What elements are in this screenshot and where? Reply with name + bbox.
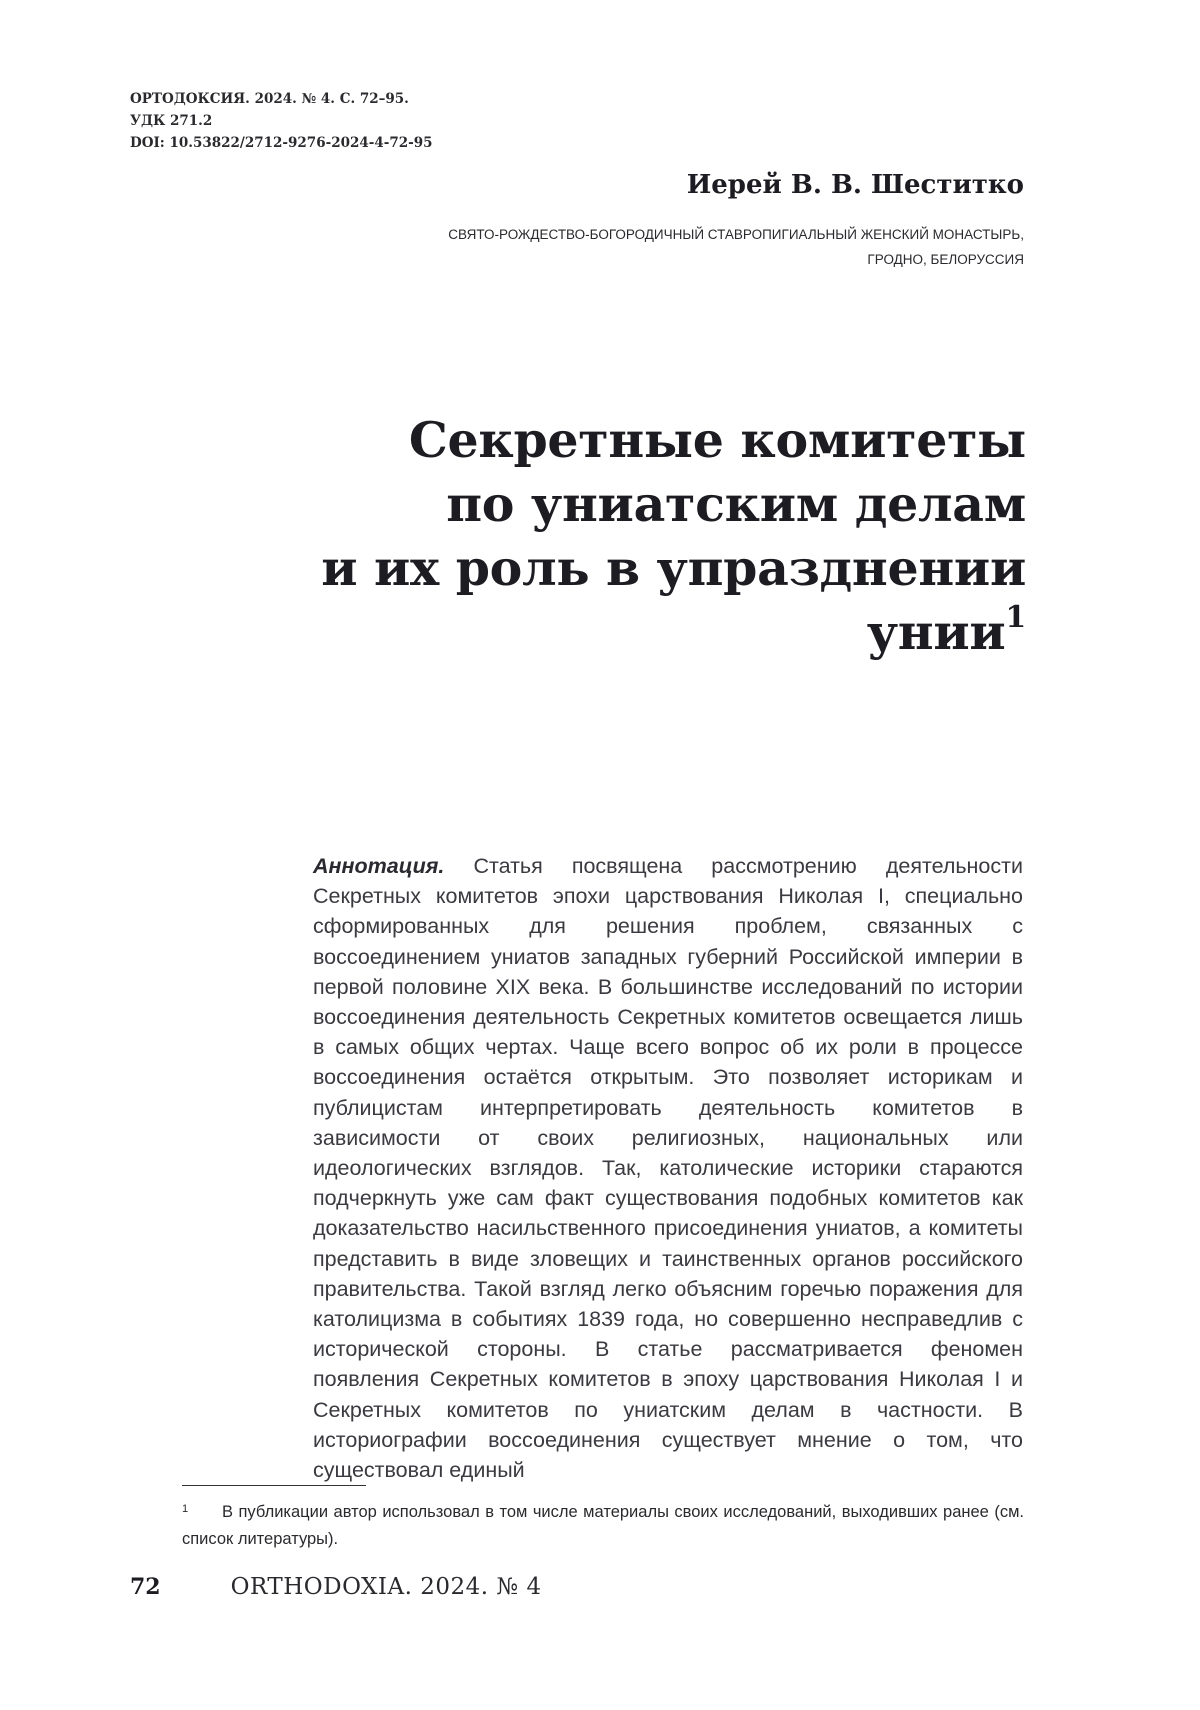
footnote [182,1496,1024,1553]
title-line: унии [866,603,1006,661]
article-metadata [130,88,433,154]
title-line: и их роль в упразднении [321,539,1026,597]
journal-name: ORTHODOXIA. 2024. № 4 [230,1574,542,1600]
title-line: Секретные комитеты [408,411,1026,469]
page-footer [130,1574,542,1600]
affiliation-line: ГРОДНО, БЕЛОРУССИЯ [867,252,1024,267]
title-line: по униатским делам [446,475,1026,533]
udc-code: УДК 271.2 [130,113,213,129]
abstract [313,851,1023,1485]
citation: ОРТОДОКСИЯ. 2024. № 4. С. 72–95. [130,91,409,107]
footnote-text: В публикации автор использовал в том числе материалы своих исследований, выходивших ранее (см. список литературы). [182,1503,1024,1548]
article-title [266,408,1026,664]
abstract-text: Статья посвящена рассмотрению деятельности Секретных комитетов эпохи царствования Николая I, специально сформированных для решения проблем, связанных с воссоединением униатов западных губерний Российской империи в первой половине XIX века. В большинстве исследований по истории воссоединения деятельность Секретных комитетов освещается лишь в самых общих чертах. Чаще всего вопрос об их роли в процессе воссоединения остаётся открытым. Это позволяет историкам и публицистам интерпретировать деятельность комитетов в зависимости от своих религиозных, национальных или идеологических взглядов. Так, католические историки стараются подчеркнуть уже сам факт существования подобных комитетов как доказательство насильственного присоединения униатов, а комитеты представить в виде зловещих и таинственных органов российского правительства. Такой взгляд легко объясним горечью поражения для католицизма в событиях 1839 года, но совершенно несправедлив с исторической стороны. В статье рассматривается феномен появления Секретных комитетов в эпоху царствования Николая I и Секретных комитетов по униатским делам в частности. В историографии воссоединения существует мнение о том, что существовал единый [313,854,1023,1483]
affiliation-line: СВЯТО-РОЖДЕСТВО-БОГОРОДИЧНЫЙ СТАВРОПИГИАЛЬНЫЙ ЖЕНСКИЙ МОНАСТЫРЬ, [448,227,1024,242]
title-footnote-marker[interactable]: 1 [1005,600,1026,635]
doi[interactable]: DOI: 10.53822/2712-9276-2024-4-72-95 [130,135,433,151]
abstract-label: Аннотация. [313,854,445,878]
footnote-number: 1 [182,1503,189,1515]
footnote-divider [182,1485,366,1486]
title-line-last [266,600,1026,664]
page-number: 72 [130,1574,161,1600]
author-affiliation [264,222,1024,272]
author-name: Иерей В. В. Шеститко [686,170,1024,200]
